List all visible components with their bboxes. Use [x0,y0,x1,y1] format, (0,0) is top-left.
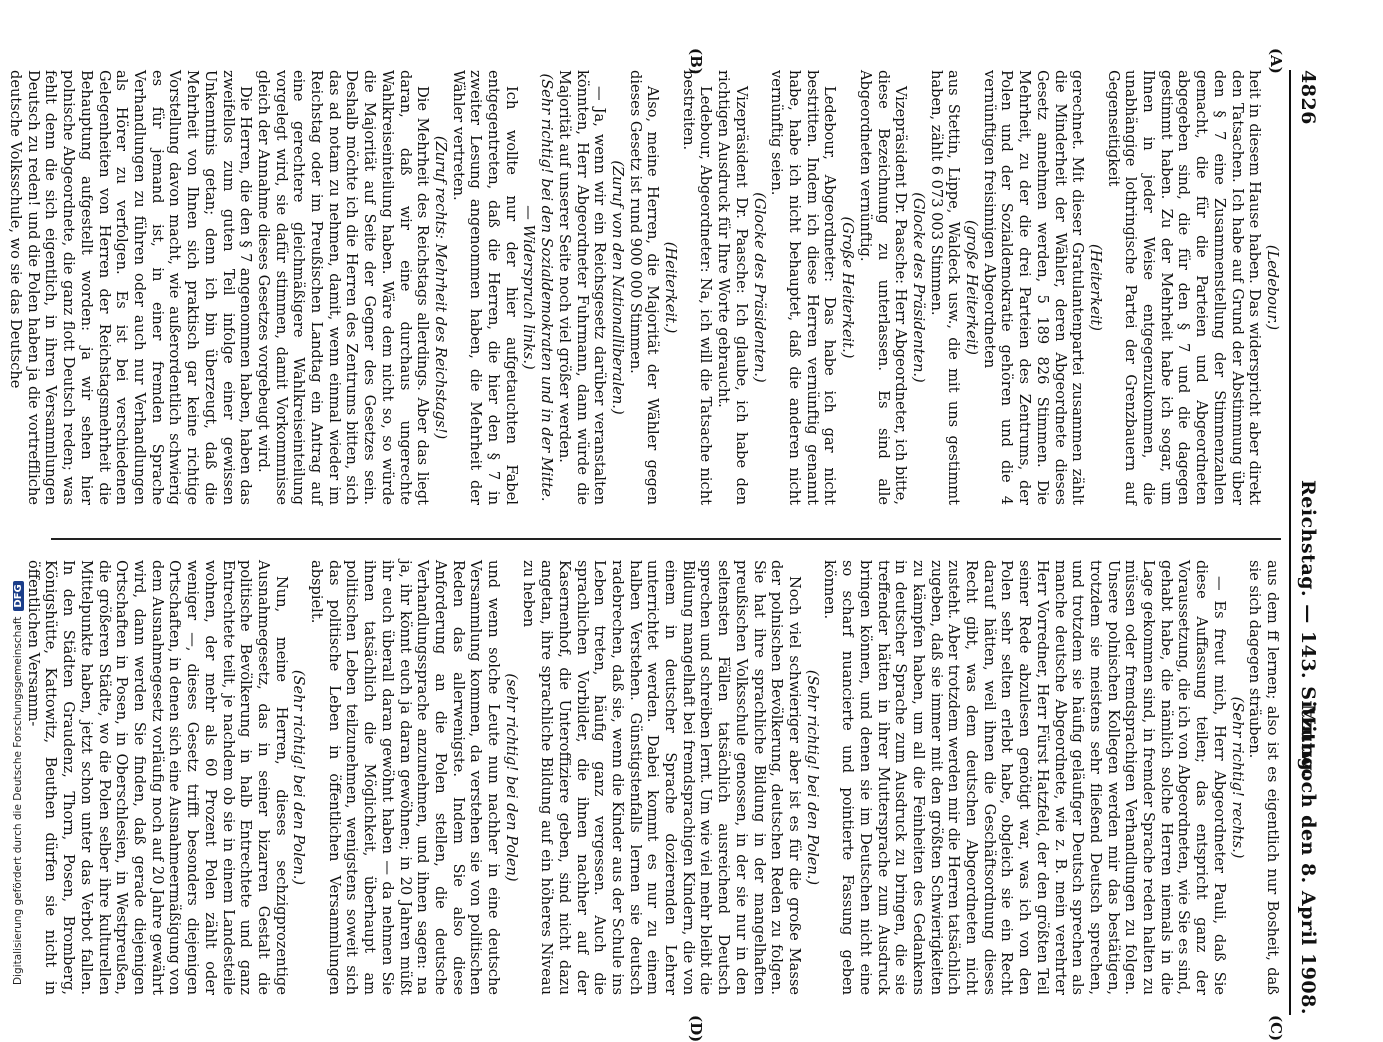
paragraph: Nun, meine Herren, dieses sechzigprozentige Ausnahmegesetz, das in seiner bizarren Gestalt die politische Bevölkerung in halb Entrechtete und ganz Entrechtete teilt, je nachdem ob sie in einem Landesteile wohnen, der mehr als 60 Prozent Polen zählt oder weniger —, dieses Gesetz trifft besonders diejenigen Ortschaften, in denen sich eine Ausnahmeermäßigung von dem Ausnahmegesetz vorläufig noch auf 20 Jahre gewährt wird, dann werden Sie finden, daß gerade diejenigen Ortschaften in Posen, in Oberschlesien, in Westpreußen, die größeren Städte, wo die Polen selber ihre kulturellen Mittelpunkte haben, jetzt schon unter das Verbot fallen. In den Städten Graudenz, Thorn, Posen, Bromberg, Königshütte, Kattowitz, Beuthen dürfen sie nicht in öffentlichen Versamm- [24,560,290,995]
paragraph: Die Mehrheit des Reichstags allerdings. Aber das liegt daran, daß wir eine durchaus ungerechte Wahlkreiseinteilung haben. Wäre dem nicht so, so würde die Majorität auf Seite der Gegner des Gesetzes sein. Deshalb möchte ich die Herren des Zentrums bitten, sich das ad notam zu nehmen, damit, wenn einmal wieder im Reichstag oder im Preußischen Landtag ein Antrag auf eine gerechtere gleichmäßigere Wahlkreiseinteilung vorgelegt wird, sie dafür stimmen, damit Vorkommnisse gleich der Annahme dieses Gesetzes vorgebeugt wird. [254,70,432,505]
paragraph: aus dem ff lernen; also ist es eigentlich nur Bosheit, daß sie sich dagegen sträuben. [1246,560,1281,995]
digitization-credit [12,585,26,985]
credit-label: Digitalisierung gefördert durch die Deutsche Forschungsgemeinschaft [12,616,24,985]
interjection: (Sehr richtig! rechts.) [1228,696,1246,859]
interjection: (Sehr richtig! bei den Polen.) [290,669,308,886]
rotated-document-page [5,40,1325,1040]
margin-mark-c: (C) [1267,1015,1285,1042]
paragraph: gerechnet. Mit dieser Gratulantenpartei zusammen zählt die Minderheit der Wähler, deren Abgeordnete dieses Gesetz annehmen werden, 5 189 826 Stimmen. Die Mehrheit, zu der die drei Parteien des Zentrums, der Polen und der Sozialdemokratie gehören und die 4 vernünftigen freisinnigen Abgeordneten [980,70,1087,505]
interjection: (sehr richtig! bei den Polen) [502,673,520,882]
paragraph: und wenn solche Leute nun nachher in eine deutsche Versammlung kommen, da verstehen sie von politischen Reden das allerwenigste. Indem Sie also diese Anforderung an die Polen stellen, die deutsche Verhandlungssprache anzunehmen, und ihnen sagen: na ja, ihr könnt euch ja daran gewöhnen; in 20 Jahren müßt ihr euch überall daran gewöhnt haben — da nehmen Sie ihnen tatsächlich die Möglichkeit, überhaupt am politischen Leben teilzunehmen, wenigstens soweit sich das politische Leben in öffentlichen Versammlungen abspielt. [308,560,503,995]
page-number: 4826 [1297,70,1319,125]
paragraph: Ledebour, Abgeordneter: Na, ich will die Tatsache nicht bestreiten. [679,70,715,505]
interjection: (Sehr richtig! bei den Sozialdemokraten und in der Mitte. — Widerspruch links.) [520,73,556,502]
dfg-logo: DFG [13,581,24,610]
margin-mark-a: (A) [1267,48,1285,74]
paragraph: Die Herren, die den § 7 angenommen haben, haben das zweifellos zum guten Teil infolge einer gewissen Unkenntnis getan; denn ich bin überzeugt, daß die Mehrheit von Ihnen sich praktisch gar keine richtige Vorstellung davon macht, wie außerordentlich schwierig es für jemand ist, in einer fremden Sprache Verhandlungen zu führen oder auch nur Verhandlungen als Hörer zu verfolgen. Es ist bei verschiedenen Gelegenheiten von Herren der Reichstagsmehrheit die Behauptung aufgestellt worden: ja wir sehen hier polnische Abgeordnete, die ganz flott Deutsch reden; was fehlt denn die sich eigentlich, in ihren Versammlungen Deutsch zu reden! und die Polen haben ja die vortreffliche deutsche Volksschule, wo sie das Deutsche [7,70,255,505]
paragraph: Noch viel schwieriger aber ist es für die große Masse der polnischen Bevölkerung, deutschen Reden zu folgen. Sie hat ihre sprachliche Bildung in der mangelhaften preußischen Volksschule genossen, in der sie nur in den seltensten Fällen tatsächlich ausreichend Deutsch sprechen und schreiben lernt. Um wie viel mehr bleibt die Bildung mangelhaft bei fremdsprachigen Kindern, die von einem in deutscher Sprache dozierenden Lehrer unterrichtet werden. Dabei kommt es nur zu einem halben Verstehen. Günstigstenfalls lernen sie deutsch radebrechen, daß sie, wenn die Kinder aus der Schule ins Leben treten, häufig ganz vergessen. Auch die sprachlichen Vorbilder, die ihnen nachher auf der Kasernenhof, die Unteroffiziere geben, sind nicht dazu angetan, ihre sprachliche Bildung auf ein höheres Niveau zu heben [520,560,804,995]
paragraph: heit in diesem Hause haben. Das widerspricht aber direkt den Tatsachen. Ich habe auf Grund der Abstimmung über den § 7 eine Zusammenstellung der Stimmenzahlen gemacht, die für die Parteien und Abgeordneten abgegeben sind, die für den § 7 und die dagegen gestimmt haben. Zu der Mehrheit habe ich sogar, um Ihnen in jeder Weise entgegenzukommen, die unabhängige lothringische Partei der Grenzbauern auf Gegenseitigkeit [1104,70,1264,505]
margin-mark-b: (B) [687,48,705,75]
paragraph: Vizepräsident Dr. Paasche: Herr Abgeordneter, ich bitte, diese Bezeichnung zu unterlassen. Es sind alle Abgeordneten vernünftig. [856,70,910,505]
interjection: (Heiterkeit.) [662,241,680,334]
paragraph: Vizepräsident Dr. Paasche: Ich glaube, ich habe den richtigen Ausdruck für Ihre Worte gebraucht. [715,70,750,505]
paragraph: — Ja, wenn wir ein Reichsgesetz darüber veranstalten könnten, Herr Abgeordneter Fuhrmann, dann würde die Majorität auf unserer Seite noch viel größer werden. [555,70,609,505]
right-text-column [24,560,1281,995]
paragraph: Ledebour, Abgeordneter: Das habe ich gar nicht bestritten. Indem ich diese Herren vernünftig genannt habe, habe ich nicht behauptet, daß die anderen nicht vernünftig seien. [768,70,839,505]
interjection: (Sehr richtig! bei den Polen.) [803,669,821,886]
paragraph: aus Stettin, Lippe, Waldeck usw., die mit uns gestimmt haben, zählt 6 073 003 Stimmen. [927,70,963,505]
interjection: (Ledebour.) [1264,244,1281,331]
credit-text [12,581,24,985]
left-text-column [7,70,1281,505]
margin-mark-d: (D) [687,1015,705,1042]
session-title: Reichstag. — 143. Sitzung. [1297,480,1319,779]
column-divider [51,538,1281,540]
page-header [1289,70,1319,1015]
paragraph: Also, meine Herren, die Majorität der Wähler gegen dieses Gesetz ist rund 900 000 Stimmen. [626,70,662,505]
interjection: (Glocke des Präsidenten.) [750,192,768,383]
interjection: (Große Heiterkeit.) [839,216,857,359]
interjection: (große Heiterkeit) [963,219,981,356]
interjection: (Heiterkeit) [1086,244,1104,331]
interjection: (Zuruf rechts: Mehrheit des Reichstags!) [431,135,449,440]
paragraph: Ich wollte nur der hier aufgetauchten Fabel entgegentreten, daß die Herren, die hier den § 7 in zweiter Lesung angenommen haben, die Mehrheit der Wähler vertreten. [449,70,520,505]
interjection: (Zuruf von den Nationalliberalen.) [608,160,626,415]
interjection: (Glocke des Präsidenten.) [909,192,927,383]
session-date: Mittwoch den 8. April 1908. [1297,703,1319,1015]
paragraph: — Es freut mich, Herr Abgeordneter Pauli, daß Sie diese Auffassung teilen; das entspricht ganz der Voraussetzung, die ich von Abgeordneten, wie Sie es sind, gehabt habe, die nämlich solche Herren niemals in die Lage gekommen sind, in fremder Sprache reden halten zu müssen oder fremdsprachigen Verhandlungen zu folgen. Unsere polnischen Kollegen werden mir das bestätigen, trotzdem sie meistens sehr fließend Deutsch sprechen, und trotzdem sie häufig geläufiger Deutsch sprechen als manche deutsche Abgeordnete, wie z. B. mein verehrter Herr Vorredner, Herr Fürst Hatzfeld, der den größten Teil seiner Rede abzulesen genötigt war, was ich von den Polen sehr selten erlebt habe, obgleich sie ein Recht darauf hätten, weil ihnen die Geschäftsordnung dieses Recht gibt, was dem deutschen Abgeordneten nicht zusteht. Aber trotzdem werden mir die Herren tatsächlich zugeben, daß sie immer mit den größten Schwierigkeiten zu kämpfen haben, um all die Feinheiten des Gedankens in deutscher Sprache zum Ausdruck zu bringen, die sie treffender hätten in ihrer Muttersprache zum Ausdruck bringen können, und denen sie im Deutschen nicht eine so scharf nuancierte und pointierte Fassung geben können. [821,560,1228,995]
